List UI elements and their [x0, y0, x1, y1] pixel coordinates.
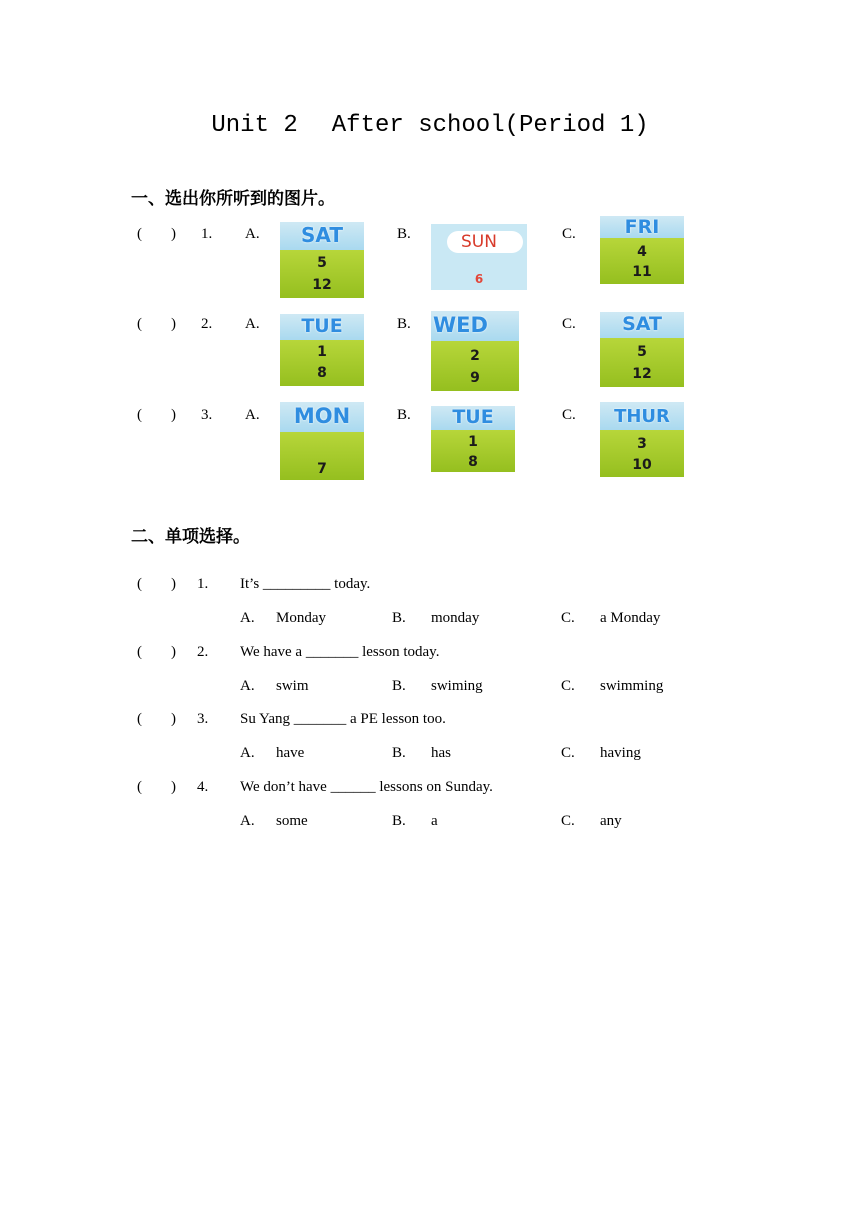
calendar-day: MON: [293, 404, 351, 428]
calendar-day: THUR: [614, 406, 670, 427]
option-letter: C.: [562, 226, 576, 242]
option-letter: A.: [240, 678, 255, 694]
question-text: We don’t have ______ lessons on Sunday.: [240, 779, 493, 795]
calendar-date: 3: [637, 436, 647, 452]
calendar-card: [280, 402, 364, 480]
answer-paren-close: ): [171, 407, 176, 423]
calendar-date: 9: [470, 370, 480, 386]
calendar-day: SAT: [622, 313, 662, 335]
calendar-date: 12: [312, 277, 332, 293]
option-letter: C.: [562, 407, 576, 423]
question-number: 3.: [201, 407, 213, 423]
option-letter: B.: [392, 813, 406, 829]
option-letter: B.: [392, 678, 406, 694]
calendar-card: [600, 216, 684, 284]
title-unit: Unit 2: [211, 112, 298, 139]
question-number: 2.: [201, 316, 213, 332]
answer-paren-open: (: [137, 407, 142, 423]
calendar-card: [600, 312, 684, 387]
calendar-date: 7: [317, 461, 327, 477]
answer-paren-open: (: [137, 316, 142, 332]
calendar-date: 5: [317, 255, 327, 271]
answer-paren-close: ): [171, 711, 176, 727]
calendar-card: [280, 222, 364, 298]
calendar-date: 6: [474, 272, 484, 286]
option-letter: B.: [397, 226, 411, 242]
option-letter: C.: [561, 610, 575, 626]
question-text: We have a _______ lesson today.: [240, 644, 440, 660]
option-text: any: [600, 813, 622, 829]
calendar-date: 11: [632, 264, 652, 280]
option-letter: A.: [240, 745, 255, 761]
option-letter: A.: [245, 316, 260, 332]
answer-paren-open: (: [137, 576, 142, 592]
calendar-date: 5: [637, 344, 647, 360]
option-letter: B.: [397, 407, 411, 423]
question-number: 3.: [197, 711, 209, 727]
answer-paren-close: ): [171, 779, 176, 795]
calendar-date: 1: [317, 344, 327, 360]
option-letter: C.: [562, 316, 576, 332]
option-letter: B.: [397, 316, 411, 332]
calendar-date: 8: [468, 454, 478, 470]
option-text: having: [600, 745, 641, 761]
question-number: 2.: [197, 644, 209, 660]
option-text: monday: [431, 610, 480, 626]
question-text: Su Yang _______ a PE lesson too.: [240, 711, 446, 727]
option-letter: A.: [240, 610, 255, 626]
calendar-date: 2: [470, 348, 480, 364]
option-letter: C.: [561, 678, 575, 694]
calendar-day: TUE: [301, 315, 343, 337]
option-text: a Monday: [600, 610, 661, 626]
option-text: swim: [276, 678, 309, 694]
answer-paren-open: (: [137, 644, 142, 660]
answer-paren-open: (: [137, 711, 142, 727]
question-number: 4.: [197, 779, 209, 795]
calendar-date: 1: [468, 434, 478, 450]
title-lesson: After school(Period 1): [331, 112, 649, 139]
option-text: a: [431, 813, 438, 829]
answer-paren-close: ): [171, 316, 176, 332]
calendar-date: 8: [317, 365, 327, 381]
section-1-heading: 一、选出你所听到的图片。: [131, 189, 335, 209]
calendar-day: FRI: [624, 216, 660, 238]
option-text: Monday: [276, 610, 326, 626]
question-text: It’s _________ today.: [240, 576, 371, 592]
calendar-card: [431, 224, 527, 290]
option-text: swimming: [600, 678, 664, 694]
calendar-card: [431, 406, 515, 472]
calendar-day: SAT: [301, 223, 343, 247]
calendar-day: WED: [433, 313, 488, 337]
calendar-date: 4: [637, 244, 647, 260]
option-letter: A.: [245, 226, 260, 242]
calendar-date: 10: [632, 457, 652, 473]
option-letter: C.: [561, 745, 575, 761]
question-number: 1.: [201, 226, 213, 242]
answer-paren-open: (: [137, 226, 142, 242]
option-text: have: [276, 745, 305, 761]
calendar-card: [431, 311, 519, 391]
option-letter: A.: [245, 407, 260, 423]
answer-paren-close: ): [171, 226, 176, 242]
calendar-day: TUE: [452, 406, 494, 428]
option-letter: B.: [392, 745, 406, 761]
option-text: swiming: [431, 678, 483, 694]
option-letter: C.: [561, 813, 575, 829]
calendar-date: 12: [632, 366, 652, 382]
calendar-card: [600, 402, 684, 477]
option-letter: B.: [392, 610, 406, 626]
page-title: [0, 112, 860, 139]
option-text: has: [431, 745, 451, 761]
answer-paren-open: (: [137, 779, 142, 795]
calendar-card: [280, 314, 364, 386]
option-text: some: [276, 813, 308, 829]
answer-paren-close: ): [171, 644, 176, 660]
section-2-heading: 二、单项选择。: [131, 527, 250, 547]
option-letter: A.: [240, 813, 255, 829]
calendar-day: SUN: [461, 232, 497, 252]
answer-paren-close: ): [171, 576, 176, 592]
question-number: 1.: [197, 576, 209, 592]
